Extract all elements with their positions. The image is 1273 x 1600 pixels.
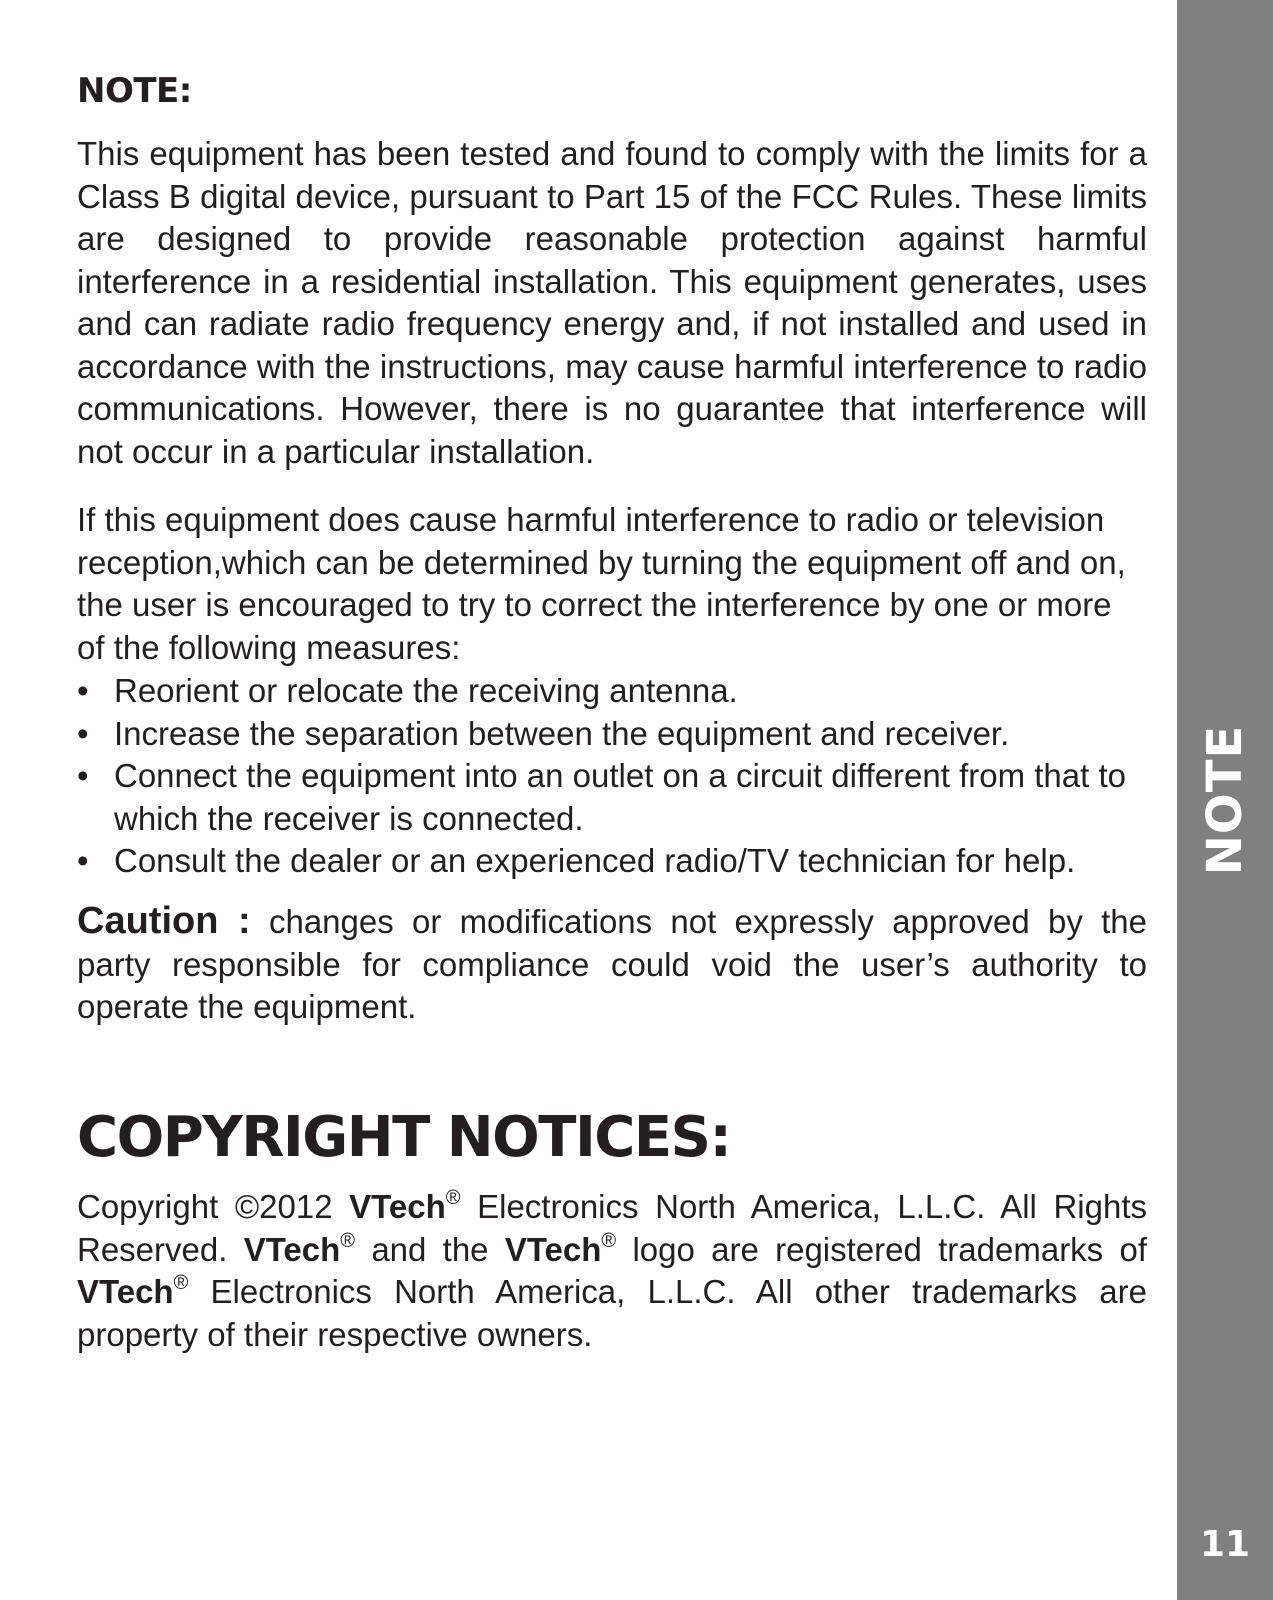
registered-mark: ® [601, 1229, 617, 1252]
interference-paragraph: If this equipment does cause harmful interference to radio or television reception,which can be determined by turning the equipment off and on, the user is encouraged to try to correct the interference by one or more of the following measures: [77, 501, 1126, 666]
brand-name: VTech [504, 1230, 602, 1268]
registered-mark: ® [340, 1229, 356, 1252]
bullet-icon: • [77, 757, 89, 794]
copyright-text: and the [355, 1230, 505, 1268]
copyright-text: Electronics North America, L.L.C. All Rights Reserved. [77, 1188, 1148, 1268]
measure-text: Increase the separation between the equipment and receiver. [114, 714, 1010, 752]
copyright-text: Electronics North America, L.L.C. All other trademarks are property of their respective owners. [77, 1273, 1147, 1353]
caution-text: changes or modifications not expressly approved by the party responsible for compliance could void the user’s authority to operate the equipment. [77, 903, 1147, 1025]
bullet-icon: • [77, 672, 89, 709]
fcc-compliance-paragraph: This equipment has been tested and found to comply with the limits for a Class B digital device, pursuant to Part 15 of the FCC Rules. These limits are designed to provide reasonable protection against harmful interference in a residential installation. This equipment generates, uses and can radiate radio frequency energy and, if not installed and used in accordance with the instructions, may cause harmful interference to radio communications. However, there is no guarantee that interference will not occur in a particular installation. [77, 135, 1147, 470]
registered-mark: ® [445, 1187, 461, 1209]
bullet-icon: • [77, 714, 89, 752]
side-tab-label: NOTE [1197, 724, 1253, 876]
list-item [77, 713, 1147, 756]
measure-text: Connect the equipment into an outlet on a circuit different from that to which the receiver is connected. [114, 757, 1126, 837]
list-item [77, 755, 1147, 840]
note-heading: NOTE: [77, 71, 192, 111]
brand-name: VTech [349, 1188, 446, 1225]
measure-text: Reorient or relocate the receiving antenna. [114, 672, 738, 709]
caution-label: Caution : [77, 900, 251, 942]
bullet-icon: • [77, 842, 89, 879]
registered-mark: ® [173, 1272, 189, 1294]
page-number: 11 [1199, 1524, 1251, 1565]
measures-list [77, 670, 1147, 883]
list-item [77, 840, 1147, 883]
section-side-tab [1177, 0, 1273, 1600]
copyright-paragraph [77, 1186, 1147, 1356]
measure-text: Consult the dealer or an experienced radio/TV technician for help. [114, 842, 1076, 879]
copyright-heading: COPYRIGHT NOTICES: [77, 1105, 731, 1170]
copyright-text: Copyright ©2012 [77, 1188, 350, 1225]
list-item [77, 670, 1147, 713]
copyright-text: logo are registered trademarks of [616, 1230, 1147, 1268]
brand-name: VTech [243, 1230, 341, 1268]
caution-paragraph [77, 900, 1147, 1029]
brand-name: VTech [77, 1273, 174, 1310]
